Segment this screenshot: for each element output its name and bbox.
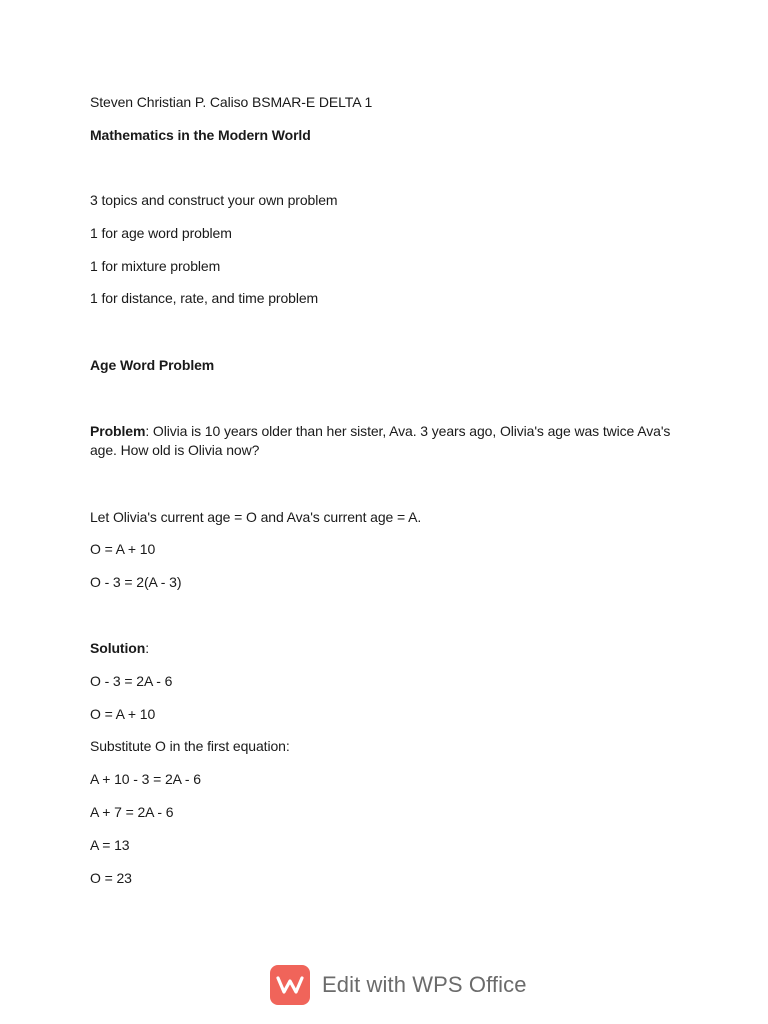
problem-text: : Olivia is 10 years older than her sister, Ava. 3 years ago, Olivia's age was twice Ava's age. How old is Olivia now? [90,423,671,458]
solution-heading [90,639,149,658]
problem-label: Problem [90,423,146,439]
solution-step: A + 7 = 2A - 6 [90,804,174,820]
solution-step: O = A + 10 [90,706,156,722]
solution-step: A = 13 [90,837,130,853]
problem-statement [90,422,680,460]
edit-with-wps-label: Edit with WPS Office [322,972,527,997]
edit-with-wps-button[interactable] [270,965,527,1005]
course-title: Mathematics in the Modern World [90,127,311,143]
author-line: Steven Christian P. Caliso BSMAR-E DELTA 1 [90,94,373,110]
setup-line: O = A + 10 [90,541,156,557]
instruction-line: 1 for distance, rate, and time problem [90,290,319,306]
solution-colon: : [145,640,149,656]
solution-step: A + 10 - 3 = 2A - 6 [90,771,201,787]
instruction-line: 1 for age word problem [90,225,232,241]
wps-office-logo-icon [270,965,310,1005]
solution-label: Solution [90,640,146,656]
solution-step: O - 3 = 2A - 6 [90,673,173,689]
solution-step: Substitute O in the first equation: [90,738,290,754]
section-heading: Age Word Problem [90,357,215,373]
setup-line: Let Olivia's current age = O and Ava's current age = A. [90,509,422,525]
instruction-line: 1 for mixture problem [90,258,221,274]
solution-step: O = 23 [90,870,132,886]
setup-line: O - 3 = 2(A - 3) [90,574,182,590]
instruction-line: 3 topics and construct your own problem [90,192,338,208]
